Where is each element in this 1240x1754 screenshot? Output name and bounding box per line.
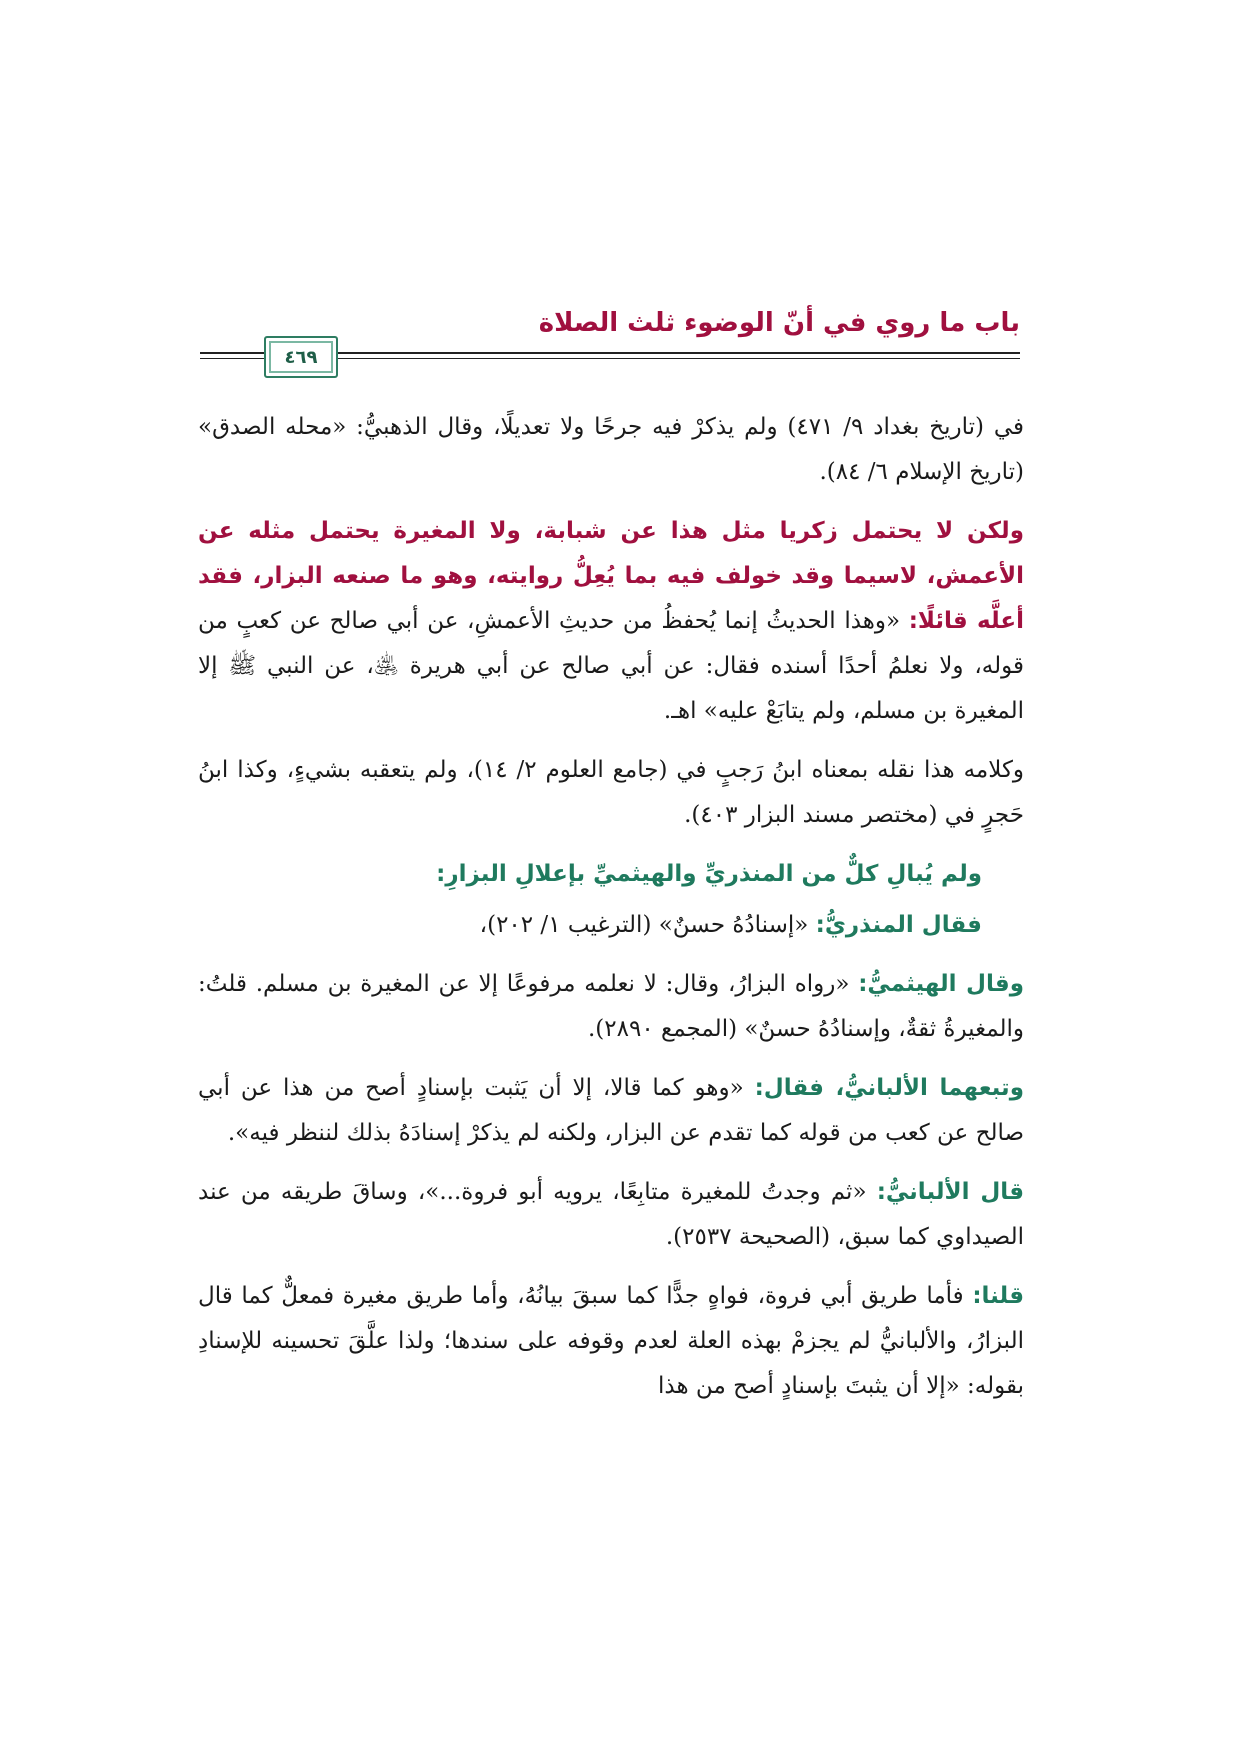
author-comment-bold: ولكن لا يحتمل زكريا مثل هذا عن شبابة، ولا المغيرة يحتمل مثله عن الأعمش، لاسيما وقد خولف فيه بما يُعِلُّ روايته، وهو ما صنعه البزار، فقد أعلَّه قائلًا: (198, 518, 1024, 634)
paragraph-8 (198, 1170, 1024, 1260)
section-heading (198, 852, 1024, 897)
scholar-label: قال الألبانيُّ: (876, 1179, 1025, 1205)
page-body (198, 405, 1024, 1423)
scholar-label: وقال الهيثميُّ: (858, 971, 1024, 997)
page-number: ٤٦٩ (284, 346, 318, 368)
paragraph-6 (198, 962, 1024, 1052)
paragraph-1 (198, 405, 1024, 495)
paragraph-3 (198, 748, 1024, 838)
paragraph-5 (198, 903, 1024, 948)
paragraph-9 (198, 1274, 1024, 1409)
paragraph-text: «ثم وجدتُ للمغيرة متابِعًا، يرويه أبو فروة...»، وساقَ طريقه من عند الصيداوي كما سبق، (الصحيحة ٢٥٣٧). (198, 1179, 1024, 1250)
paragraph-text: فأما طريق أبي فروة، فواهٍ جدًّا كما سبقَ بيانُهُ، وأما طريق مغيرة فمعلٌّ كما قال البزارُ، والألبانيُّ لم يجزمْ بهذه العلة لعدم وقوفه على سندها؛ ولذا علَّقَ تحسينه للإسنادِ بقوله: «إلا أن يثبتَ بإسنادٍ أصح من هذا (198, 1283, 1024, 1399)
chapter-title: باب ما روي في أنّ الوضوء ثلث الصلاة (538, 308, 1020, 338)
paragraph-text: في (تاريخ بغداد ٩/ ٤٧١) ولم يذكرْ فيه جرحًا ولا تعديلًا، وقال الذهبيُّ: «محله الصدق» (تاريخ الإسلام ٦/ ٨٤). (198, 414, 1024, 485)
scholar-label: وتبعهما الألبانيُّ، فقال: (754, 1075, 1024, 1101)
paragraph-text: «رواه البزارُ، وقال: لا نعلمه مرفوعًا إلا عن المغيرة بن مسلم. قلتُ: والمغيرةُ ثقةٌ، وإسنادُهُ حسنٌ» (المجمع ٢٨٩٠). (198, 971, 1024, 1042)
paragraph-2 (198, 509, 1024, 734)
page-number-frame (264, 336, 338, 378)
page-header (200, 300, 1020, 370)
paragraph-text: «وهذا الحديثُ إنما يُحفظُ من حديثِ الأعمشِ، عن أبي صالح عن كعبٍ من قوله، ولا نعلمُ أحدًا أسنده فقال: عن أبي صالح عن أبي هريرة ﵁، عن النبي ﷺ إلا المغيرة بن مسلم، ولم يتابَعْ عليه» اهـ. (198, 608, 1024, 724)
author-label: قلنا: (972, 1283, 1024, 1309)
paragraph-text: «إسنادُهُ حسنٌ» (الترغيب ١/ ٢٠٢)، (479, 912, 816, 938)
paragraph-text: وكلامه هذا نقله بمعناه ابنُ رَجبٍ في (جامع العلوم ٢/ ١٤)، ولم يتعقبه بشيءٍ، وكذا ابنُ حَجرٍ في (مختصر مسند البزار ٤٠٣). (198, 757, 1024, 828)
paragraph-7 (198, 1066, 1024, 1156)
paragraph-text: «وهو كما قالا، إلا أن يَثبت بإسنادٍ أصح من هذا عن أبي صالح عن كعب من قوله كما تقدم عن البزار، ولكنه لم يذكرْ إسنادَهُ بذلك لننظر فيه». (198, 1075, 1024, 1146)
scholar-label: فقال المنذريُّ: (815, 912, 982, 938)
section-heading-text: ولم يُبالِ كلٌّ من المنذريِّ والهيثميِّ بإعلالِ البزارِ: (436, 861, 982, 887)
